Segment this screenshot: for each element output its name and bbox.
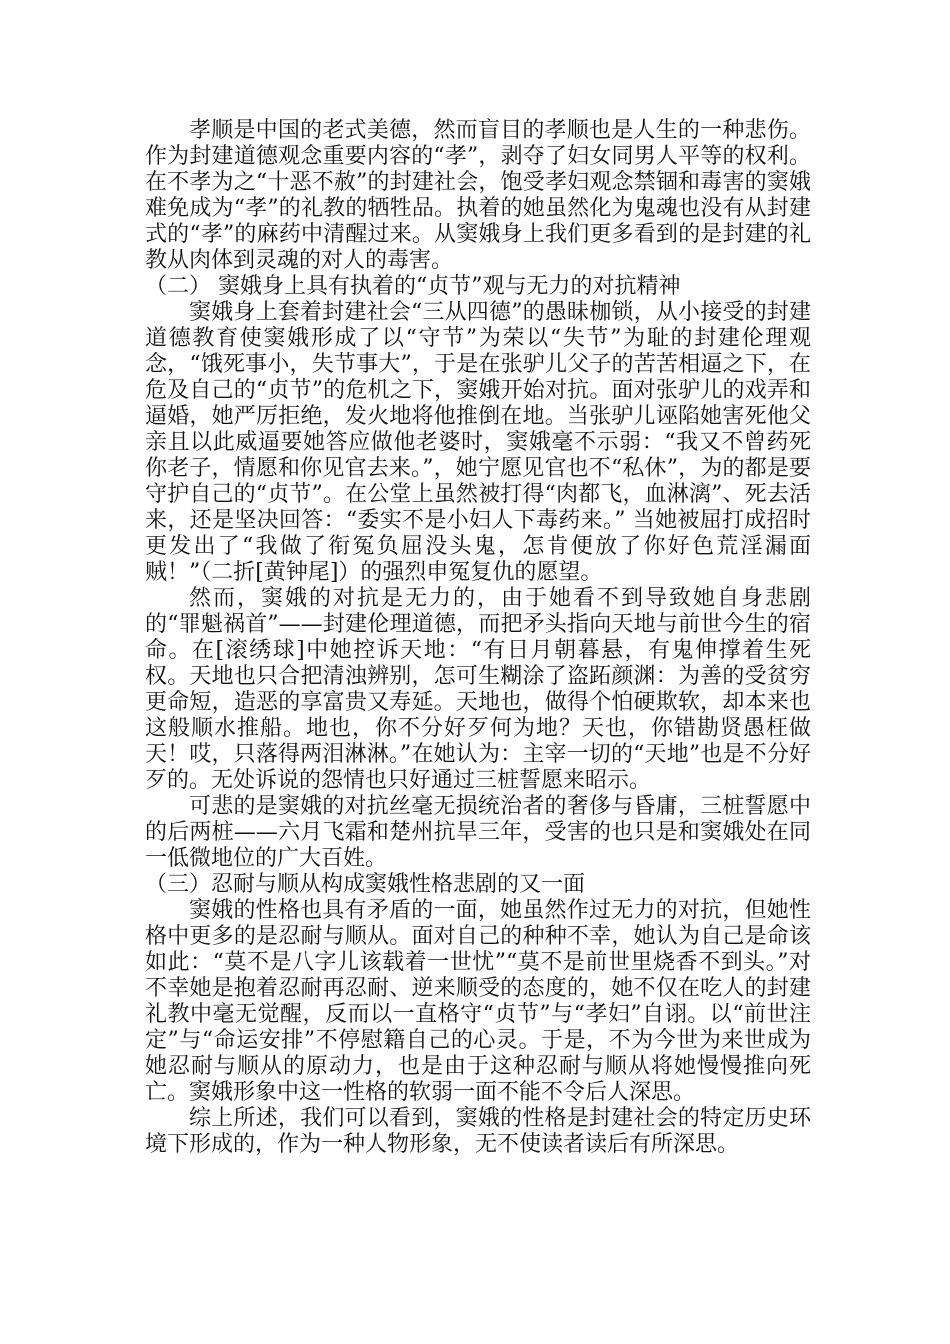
- section-heading-endurance: （三）忍耐与顺从构成窦娥性格悲剧的又一面: [145, 872, 586, 897]
- section-heading-chastity: （二） 窦娥身上具有执着的“贞节”观与无力的对抗精神: [145, 274, 681, 299]
- document-page: [145, 118, 811, 1158]
- paragraph-filial-piety: 孝顺是中国的老式美德，然而盲目的孝顺也是人生的一种悲伤。作为封建道德观念重要内容的“孝”，剥夺了妇女同男人平等的权利。在不孝为之“十恶不赦”的封建社会，饱受孝妇观念禁锢和毒害的窦娥难免成为“孝”的礼教的牺牲品。执着的她虽然化为鬼魂也没有从封建式的“孝”的麻药中清醒过来。从窦娥身上我们更多看到的是封建的礼教从肉体到灵魂的对人的毒害。: [145, 118, 811, 273]
- paragraph-sad-outcome: 可悲的是窦娥的对抗丝毫无损统治者的奢侈与昏庸，三桩誓愿中的后两桩——六月飞霜和楚州抗旱三年，受害的也只是和窦娥处在同一低微地位的广大百姓。: [145, 794, 811, 871]
- paragraph-powerless-resistance: 然而，窦娥的对抗是无力的，由于她看不到导致她自身悲剧的“罪魁祸首”——封建伦理道德，而把矛头指向天地与前世今生的宿命。在[滚绣球]中她控诉天地：“有日月朝暮悬，有鬼伸撑着生死权。天地也只合把清浊辨别，怎可生糊涂了盗跖颜渊：为善的受贫穷更命短，造恶的享富贵又寿延。天地也，做得个怕硬欺软，却本来也这般顺水推船。地也，你不分好歹何为地？天也，你错勘贤愚枉做天！哎，只落得两泪淋淋。”在她认为：主宰一切的“天地”也是不分好歹的。无处诉说的怨情也只好通过三桩誓愿来昭示。: [145, 586, 811, 793]
- paragraph-chastity-resistance: 窦娥身上套着封建社会“三从四德”的愚昧枷锁，从小接受的封建道德教育使窦娥形成了以“守节”为荣以“失节”为耻的封建伦理观念，“饿死事小，失节事大”，于是在张驴儿父子的苦苦相逼之下，在危及自己的“贞节”的危机之下，窦娥开始对抗。面对张驴儿的戏弄和逼婚，她严厉拒绝，发火地将他推倒在地。当张驴儿诬陷她害死他父亲且以此威逼要她答应做他老婆时，窦娥毫不示弱：“我又不曾药死你老子，情愿和你见官去来。”，她宁愿见官也不“私休”，为的都是要守护自己的“贞节”。在公堂上虽然被打得“肉都飞，血淋漓”、死去活来，还是坚决回答：“委实不是小妇人下毒药来。” 当她被屈打成招时更发出了“我做了衔冤负屈没头鬼，怎肯便放了你好色荒淫漏面贼！”（二折[黄钟尾]）的强烈申冤复仇的愿望。: [145, 300, 811, 585]
- paragraph-endurance-obedience: 窦娥的性格也具有矛盾的一面，她虽然作过无力的对抗，但她性格中更多的是忍耐与顺从。面对自己的种种不幸，她认为自己是命该如此：“莫不是八字儿该载着一世忧”“莫不是前世里烧香不到头。”对不幸她是抱着忍耐再忍耐、逆来顺受的态度的，她不仅在吃人的封建礼教中毫无觉醒，反而以一直格守“贞节”与“孝妇”自诩。以“前世注定”与“命运安排”不停慰籍自己的心灵。于是，不为今世为来世成为她忍耐与顺从的原动力，也是由于这种忍耐与顺从将她慢慢推向死亡。窦娥形象中这一性格的软弱一面不能不令后人深思。: [145, 898, 811, 1105]
- paragraph-conclusion: 综上所述，我们可以看到，窦娥的性格是封建社会的特定历史环境下形成的，作为一种人物形象，无不使读者读后有所深思。: [145, 1106, 811, 1157]
